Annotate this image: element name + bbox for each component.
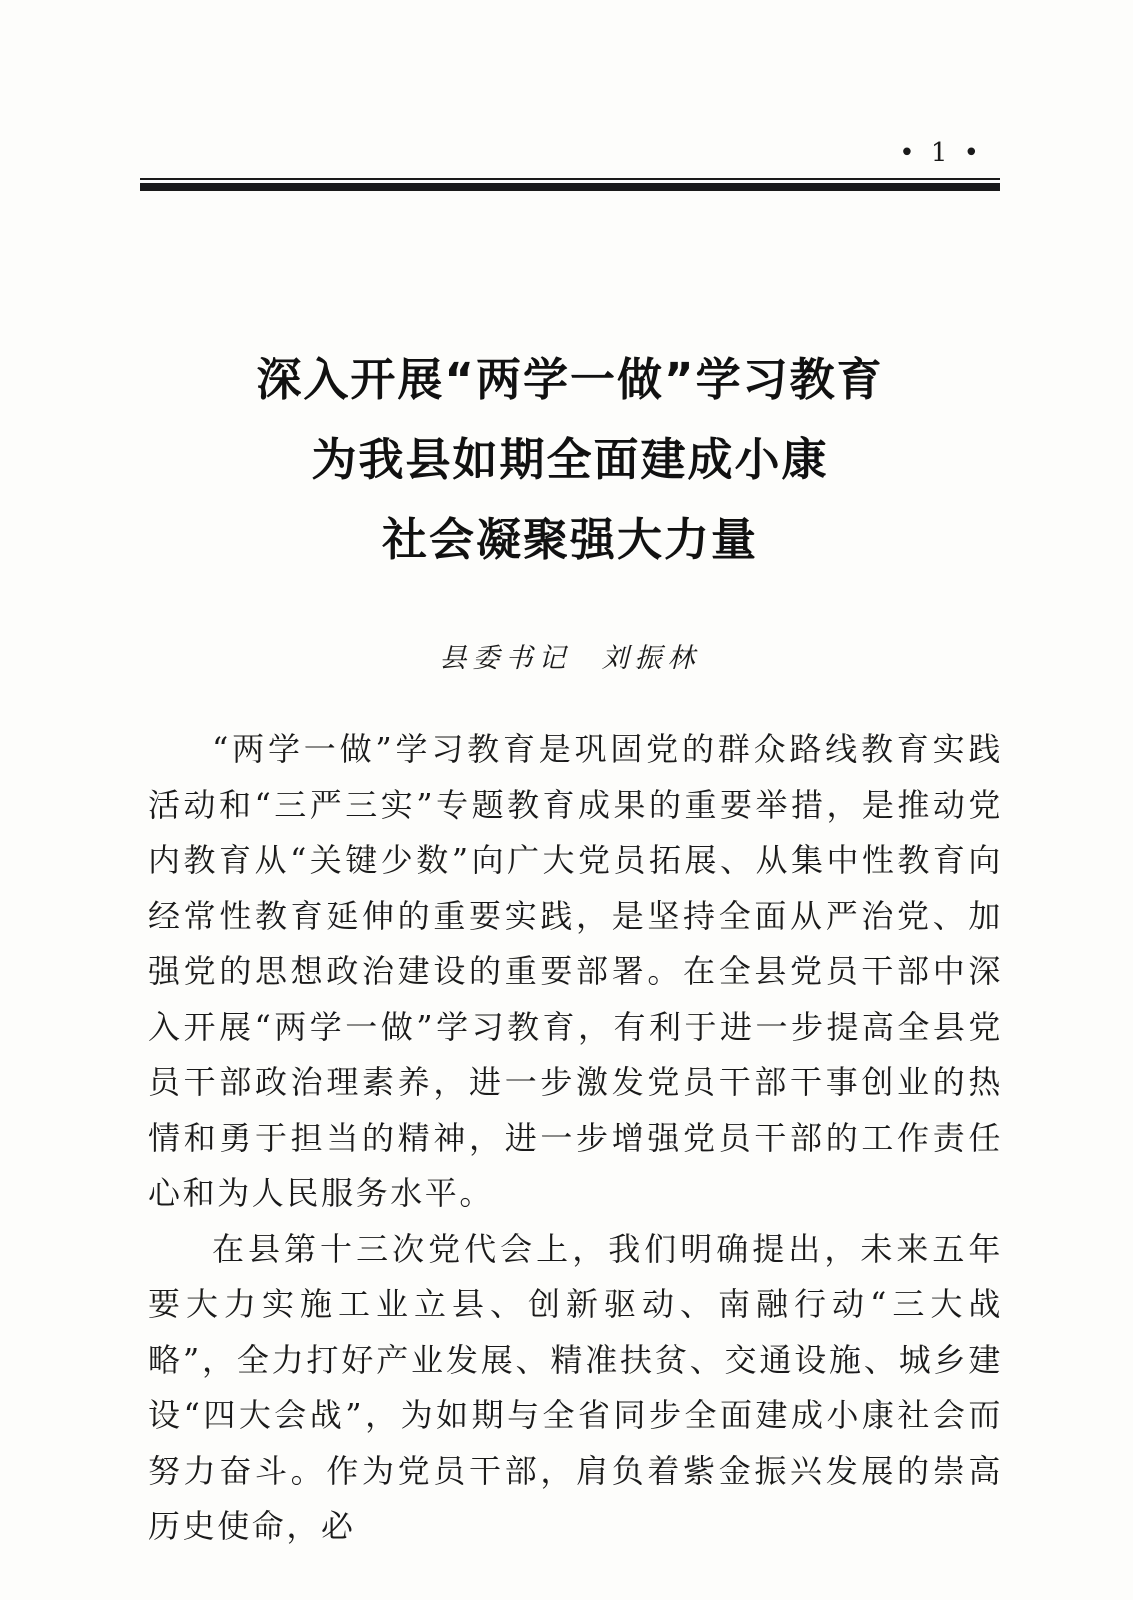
paragraph-2: 在县第十三次党代会上，我们明确提出，未来五年要大力实施工业立县、创新驱动、南融行动“三大战略”，全力打好产业发展、精准扶贫、交通设施、城乡建设“四大会战”，为如期与全省同步全面建成小康社会而努力奋斗。作为党员干部，肩负着紫金振兴发展的崇高历史使命，必 xyxy=(148,1229,1003,1545)
page-number: • 1 • xyxy=(899,138,983,168)
author-byline xyxy=(140,636,1000,675)
paragraph-1: “两学一做”学习教育是巩固党的群众路线教育实践活动和“三严三实”专题教育成果的重要举措，是推动党内教育从“关键少数”向广大党员拓展、从集中性教育向经常性教育延伸的重要实践，是坚持全面从严治党、加强党的思想政治建设的重要部署。在全县党员干部中深入开展“两学一做”学习教育，有利于进一步提高全县党员干部政治理素养，进一步激发党员干部干事创业的热情和勇于担当的精神，进一步增强党员干部的工作责任心和为人民服务水平。 xyxy=(148,730,1003,1212)
title-line-1: 深入开展“两学一做”学习教育 xyxy=(256,353,884,406)
header-rule xyxy=(140,178,1000,191)
author-name: 刘振林 xyxy=(601,643,701,674)
article-title xyxy=(140,340,1000,580)
header-rule-thick xyxy=(140,183,1000,191)
title-line-2: 为我县如期全面建成小康 xyxy=(311,433,829,486)
author-position: 县委书记 xyxy=(439,643,572,674)
title-line-3: 社会凝聚强大力量 xyxy=(381,513,758,566)
article-body xyxy=(148,722,1003,1555)
